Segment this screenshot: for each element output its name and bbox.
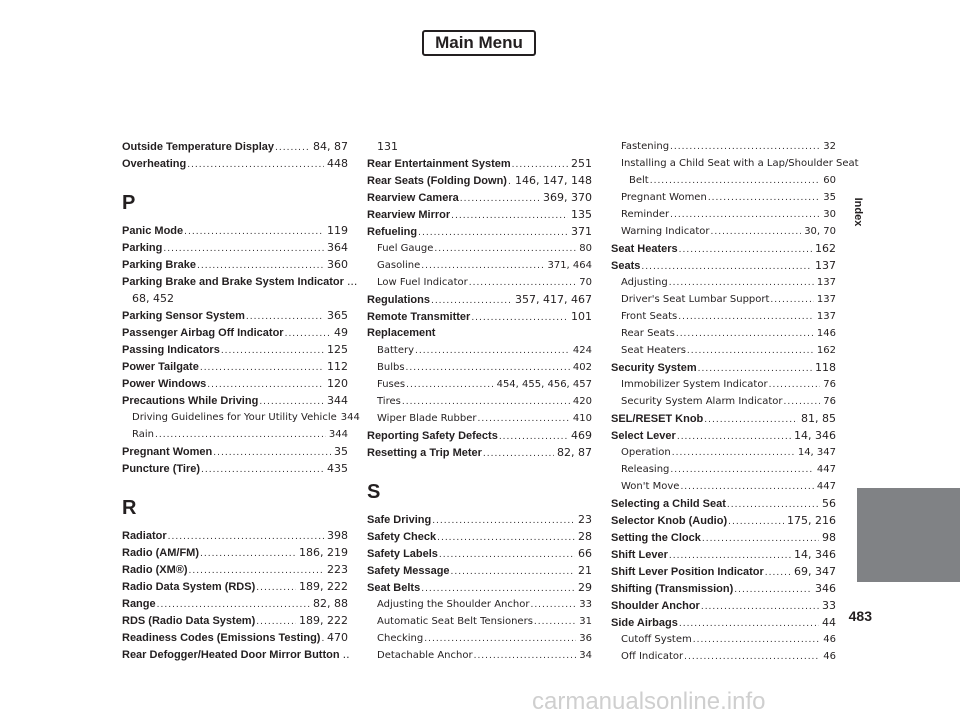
index-entry-label: Off Indicator	[621, 651, 684, 662]
index-entry-pages[interactable]: 346	[815, 582, 836, 595]
index-entry-pages[interactable]: 162	[815, 242, 836, 255]
index-entry-label: Rear Seats (Folding Down)	[367, 175, 507, 187]
index-entry[interactable]	[367, 511, 592, 528]
index-entry[interactable]	[611, 257, 836, 274]
index-entry[interactable]	[367, 545, 592, 562]
index-entry-pages[interactable]: 69, 347	[794, 565, 836, 578]
index-entry-label: Radiator	[122, 530, 167, 542]
index-entry[interactable]	[122, 392, 348, 409]
index-entry-pages[interactable]: 175, 216	[787, 514, 836, 527]
index-entry-label: Safety Check	[367, 531, 437, 543]
index-entry-pages[interactable]: 435	[327, 462, 348, 475]
index-entry[interactable]	[611, 461, 836, 478]
index-entry-label: Safety Message	[367, 565, 450, 577]
index-entry-pages[interactable]: 56	[822, 497, 836, 510]
leader-dots	[434, 240, 576, 258]
index-entry-pages[interactable]: 118	[815, 361, 836, 374]
index-entry-label: Puncture (Tire)	[122, 463, 201, 475]
leader-dots	[784, 393, 821, 411]
index-entry-pages[interactable]: 344	[328, 429, 348, 440]
index-entry-label: Driving Guidelines for Your Utility Vehicle	[132, 412, 337, 423]
index-entry[interactable]	[367, 155, 592, 172]
index-entry-label: Security System Alarm Indicator	[621, 396, 783, 407]
index-entry-pages[interactable]: 146	[816, 328, 836, 339]
index-entry-pages[interactable]: 137	[816, 277, 836, 288]
index-entry-pages[interactable]: 35	[823, 192, 836, 203]
index-entry[interactable]	[611, 478, 836, 495]
index-entry-label: Shift Lever	[611, 549, 668, 561]
index-entry[interactable]	[122, 646, 348, 663]
index-entry-label: Range	[122, 598, 156, 610]
index-entry-label: Detachable Anchor	[377, 650, 473, 661]
index-entry[interactable]	[611, 563, 836, 580]
index-entry-pages[interactable]: 146, 147, 148	[515, 174, 592, 187]
leader-dots	[483, 444, 554, 463]
index-entry-pages[interactable]: 120	[327, 377, 348, 390]
index-entry-pages[interactable]: 82, 87	[557, 446, 592, 459]
index-entry-pages[interactable]: 447	[816, 481, 836, 492]
leader-dots	[710, 223, 801, 241]
index-entry-pages[interactable]: 410	[572, 413, 592, 424]
index-entry[interactable]	[611, 308, 836, 325]
index-entry-label: Adjusting	[621, 277, 668, 288]
index-entry-label: Seat Heaters	[621, 345, 686, 356]
index-entry-pages[interactable]: 365	[327, 309, 348, 322]
index-entry[interactable]	[611, 614, 836, 631]
index-entry[interactable]	[367, 359, 592, 376]
index-entry[interactable]	[611, 172, 836, 189]
index-entry-label: Passenger Airbag Off Indicator	[122, 327, 284, 339]
index-entry-label: Side Airbags	[611, 617, 678, 629]
index-entry-pages[interactable]: 29	[578, 581, 592, 594]
index-entry[interactable]	[367, 325, 592, 342]
index-entry-pages[interactable]: 14, 347	[797, 447, 836, 458]
index-entry-label: Front Seats	[621, 311, 678, 322]
index-entry-label: Safety Labels	[367, 548, 438, 560]
index-entry-label: Radio Data System (RDS)	[122, 581, 256, 593]
index-entry-pages[interactable]: 344	[327, 394, 348, 407]
index-entry-label: Gasoline	[377, 260, 421, 271]
index-entry-continuation-dots: ...	[346, 275, 358, 288]
leader-dots	[693, 631, 821, 649]
index-entry[interactable]	[122, 409, 360, 426]
index-entry-label: Installing a Child Seat with a Lap/Shoulder Seat	[621, 158, 859, 169]
index-entry-pages[interactable]: 84, 87	[313, 140, 348, 153]
index-entry-pages[interactable]: 447	[816, 464, 836, 475]
index-entry-label: RDS (Radio Data System)	[122, 615, 256, 627]
index-entry-label: Wiper Blade Rubber	[377, 413, 477, 424]
index-entry-label: Passing Indicators	[122, 344, 220, 356]
index-entry[interactable]	[367, 579, 592, 596]
index-entry-label: Belt	[629, 175, 649, 186]
index-entry[interactable]	[611, 325, 836, 342]
index-entry[interactable]	[367, 410, 592, 427]
leader-dots	[155, 426, 326, 444]
leader-dots	[424, 630, 576, 648]
index-entry-label: Tires	[377, 396, 401, 407]
leader-dots	[687, 342, 814, 360]
page-number: 483	[848, 608, 872, 624]
index-entry-pages[interactable]: 14, 346	[794, 548, 836, 561]
index-entry-pages[interactable]: 76	[823, 396, 836, 407]
index-entry[interactable]	[367, 291, 592, 308]
index-entry-pages[interactable]: 398	[327, 529, 348, 542]
index-entry[interactable]	[611, 444, 836, 461]
index-entry[interactable]	[122, 290, 348, 307]
index-entry[interactable]	[122, 460, 348, 477]
index-entry-label: Refueling	[367, 226, 418, 238]
index-entry[interactable]	[367, 528, 592, 545]
index-entry[interactable]	[122, 426, 348, 443]
index-entry-pages[interactable]: 82, 88	[313, 597, 348, 610]
leader-dots	[650, 172, 821, 190]
leader-dots	[469, 274, 577, 292]
index-entry[interactable]	[122, 595, 348, 612]
index-entry-label: Fuel Gauge	[377, 243, 434, 254]
index-entry[interactable]	[367, 138, 592, 155]
main-menu-button[interactable]: Main Menu	[422, 30, 536, 56]
index-entry-pages[interactable]: 33	[579, 599, 592, 610]
index-entry-pages[interactable]: 44	[822, 616, 836, 629]
index-entry-label: Parking Brake	[122, 259, 196, 271]
leader-dots	[680, 478, 813, 496]
index-entry-label: Rearview Camera	[367, 192, 459, 204]
index-entry-pages[interactable]: 112	[327, 360, 348, 373]
index-entry-label: Fuses	[377, 379, 406, 390]
leader-dots	[201, 460, 324, 479]
index-entry-pages[interactable]: 371, 464	[547, 260, 592, 271]
index-letter-heading: R	[122, 497, 137, 519]
index-entry-pages[interactable]: 369, 370	[543, 191, 592, 204]
index-entry-label: Outside Temperature Display	[122, 141, 275, 153]
index-entry-pages[interactable]: 30	[823, 209, 836, 220]
index-entry[interactable]	[611, 155, 859, 172]
index-entry-label: Regulations	[367, 294, 430, 306]
index-entry-label: Rain	[132, 429, 154, 440]
index-entry-label: Bulbs	[377, 362, 405, 373]
leader-dots	[676, 325, 814, 343]
index-entry-label: Overheating	[122, 158, 187, 170]
index-entry-label: Adjusting the Shoulder Anchor	[377, 599, 530, 610]
index-entry[interactable]	[122, 324, 348, 341]
index-entry[interactable]	[367, 206, 592, 223]
index-entry-label: Pregnant Women	[621, 192, 707, 203]
index-entry[interactable]	[611, 240, 836, 257]
index-entry[interactable]	[611, 512, 836, 529]
index-entry[interactable]	[122, 544, 348, 561]
index-entry[interactable]	[367, 562, 592, 579]
index-entry[interactable]	[611, 648, 836, 665]
index-entry-pages[interactable]: 81, 85	[801, 412, 836, 425]
index-column-2	[367, 138, 592, 664]
index-entry-label: Checking	[377, 633, 424, 644]
index-entry-pages[interactable]: 357, 417, 467	[515, 293, 592, 306]
index-entry-label: Shift Lever Position Indicator	[611, 566, 764, 578]
index-entry-continuation-dots: ..	[342, 648, 350, 661]
index-entry-pages[interactable]: 32	[823, 141, 836, 152]
index-entry[interactable]	[367, 596, 592, 613]
index-entry[interactable]	[122, 256, 348, 273]
index-entry-label: Fastening	[621, 141, 670, 152]
leader-dots	[256, 612, 296, 631]
index-entry[interactable]	[367, 308, 592, 325]
index-entry-pages[interactable]: 135	[571, 208, 592, 221]
index-entry[interactable]	[611, 376, 836, 393]
index-entry[interactable]	[367, 240, 592, 257]
leader-dots	[321, 629, 324, 648]
index-entry-label: Operation	[621, 447, 671, 458]
index-entry[interactable]	[611, 427, 836, 444]
leader-dots	[670, 206, 820, 224]
index-entry[interactable]	[367, 647, 592, 664]
index-entry-pages[interactable]: 28	[578, 530, 592, 543]
index-entry-pages[interactable]: 119	[327, 224, 348, 237]
index-entry-label: Releasing	[621, 464, 670, 475]
index-entry-label: Power Windows	[122, 378, 207, 390]
index-entry[interactable]	[367, 630, 592, 647]
index-entry-label: Immobilizer System Indicator	[621, 379, 768, 390]
index-entry[interactable]	[611, 393, 836, 410]
index-entry-pages[interactable]: 137	[815, 259, 836, 272]
index-column-1	[122, 138, 360, 663]
index-entry-pages[interactable]: 70	[579, 277, 592, 288]
index-entry-label: Selector Knob (Audio)	[611, 515, 728, 527]
leader-dots	[678, 308, 814, 326]
index-entry-pages[interactable]: 162	[816, 345, 836, 356]
leader-dots	[477, 410, 569, 428]
index-entry[interactable]	[367, 274, 592, 291]
index-entry[interactable]	[122, 561, 348, 578]
leader-dots	[769, 376, 821, 394]
index-entry-label: Reminder	[621, 209, 670, 220]
index-entry[interactable]	[122, 578, 348, 595]
watermark: carmanualsonline.info	[532, 688, 766, 715]
index-entry-pages[interactable]: 189, 222	[299, 580, 348, 593]
index-entry[interactable]	[122, 341, 348, 358]
index-entry-pages[interactable]: 21	[578, 564, 592, 577]
leader-dots	[415, 342, 570, 360]
index-entry-pages[interactable]: 448	[327, 157, 348, 170]
index-entry[interactable]	[367, 172, 592, 189]
index-entry[interactable]	[122, 375, 348, 392]
leader-dots	[474, 647, 577, 665]
index-entry[interactable]	[122, 527, 348, 544]
index-entry-label: Panic Mode	[122, 225, 184, 237]
index-entry-label: Remote Transmitter	[367, 311, 471, 323]
leader-dots	[406, 359, 570, 377]
leader-dots	[197, 256, 324, 275]
index-entry-pages[interactable]: 98	[822, 531, 836, 544]
index-tab-block	[857, 488, 960, 582]
index-entry-pages[interactable]: 49	[334, 326, 348, 339]
index-entry-label: Seat Belts	[367, 582, 421, 594]
index-entry[interactable]	[611, 291, 836, 308]
index-entry-label: Power Tailgate	[122, 361, 199, 373]
index-entry[interactable]	[611, 529, 836, 546]
index-entry-pages[interactable]: 469	[571, 429, 592, 442]
index-entry[interactable]	[367, 223, 592, 240]
index-entry-pages[interactable]: 46	[823, 651, 836, 662]
leader-dots	[670, 461, 814, 479]
leader-dots	[670, 138, 820, 156]
index-letter-heading: S	[367, 481, 381, 503]
index-entry-label: Readiness Codes (Emissions Testing)	[122, 632, 321, 644]
index-entry-pages[interactable]: 76	[823, 379, 836, 390]
index-entry-pages[interactable]: 470	[327, 631, 348, 644]
leader-dots	[406, 376, 493, 394]
leader-dots	[669, 274, 814, 292]
index-entry-label: Rear Seats	[621, 328, 675, 339]
index-entry[interactable]	[122, 273, 358, 290]
index-entry[interactable]	[611, 410, 836, 427]
leader-dots	[530, 596, 576, 614]
index-entry[interactable]	[122, 358, 348, 375]
index-entry[interactable]	[122, 612, 348, 629]
index-entry-label: Select Lever	[611, 430, 676, 442]
index-entry-pages[interactable]: 223	[327, 563, 348, 576]
index-entry[interactable]	[367, 427, 592, 444]
index-entry-label: Rearview Mirror	[367, 209, 451, 221]
index-entry-pages[interactable]: 66	[578, 547, 592, 560]
index-tab-label[interactable]: Index	[852, 197, 864, 227]
index-entry-pages[interactable]: 189, 222	[299, 614, 348, 627]
index-entry-label: Selecting a Child Seat	[611, 498, 726, 510]
index-entry-pages[interactable]: 31	[579, 616, 592, 627]
index-entry-label: Warning Indicator	[621, 226, 710, 237]
index-entry-pages[interactable]: 80	[579, 243, 592, 254]
index-entry-pages[interactable]: 402	[572, 362, 592, 373]
index-entry[interactable]	[367, 444, 592, 461]
index-entry[interactable]	[122, 307, 348, 324]
index-entry-pages[interactable]: 23	[578, 513, 592, 526]
leader-dots	[672, 444, 795, 462]
index-entry[interactable]	[122, 239, 348, 256]
index-entry[interactable]	[122, 443, 348, 460]
index-entry-label: Driver's Seat Lumbar Support	[621, 294, 770, 305]
index-entry-label: Parking Brake and Brake System Indicator	[122, 276, 344, 288]
index-entry-pages[interactable]: 101	[571, 310, 592, 323]
index-entry-pages[interactable]: 360	[327, 258, 348, 271]
index-entry-pages[interactable]: 251	[571, 157, 592, 170]
index-entry-label: SEL/RESET Knob	[611, 413, 704, 425]
index-entry-label: Parking	[122, 242, 163, 254]
index-entry-label: 131	[377, 140, 398, 153]
index-entry-label: Low Fuel Indicator	[377, 277, 468, 288]
index-entry[interactable]	[367, 393, 592, 410]
index-entry[interactable]	[611, 274, 836, 291]
index-entry-pages[interactable]: 454, 455, 456, 457	[496, 379, 592, 390]
index-entry-pages[interactable]: 30, 70	[804, 226, 836, 237]
index-entry[interactable]	[122, 138, 348, 155]
index-entry[interactable]	[122, 629, 348, 646]
leader-dots	[471, 308, 568, 327]
leader-dots	[684, 648, 820, 666]
index-entry-pages[interactable]: 371	[571, 225, 592, 238]
leader-dots	[187, 155, 324, 174]
leader-dots	[421, 257, 544, 275]
index-entry-label: Seats	[611, 260, 641, 272]
index-entry-label: Shifting (Transmission)	[611, 583, 734, 595]
index-entry-label: Shoulder Anchor	[611, 600, 700, 612]
index-entry-pages[interactable]: 46	[823, 634, 836, 645]
index-entry-label: Rear Entertainment System	[367, 158, 511, 170]
index-entry[interactable]	[611, 597, 836, 614]
index-entry[interactable]	[367, 376, 592, 393]
index-entry-pages[interactable]: 186, 219	[299, 546, 348, 559]
index-entry-label: Resetting a Trip Meter	[367, 447, 482, 459]
index-entry[interactable]	[122, 222, 348, 239]
index-entry[interactable]	[611, 342, 836, 359]
index-entry-label: Setting the Clock	[611, 532, 701, 544]
index-entry-pages[interactable]: 137	[816, 294, 836, 305]
index-entry[interactable]	[367, 257, 592, 274]
leader-dots	[402, 393, 570, 411]
index-entry-label: Radio (AM/FM)	[122, 547, 199, 559]
index-entry-pages[interactable]: 35	[334, 445, 348, 458]
index-entry-pages[interactable]: 424	[572, 345, 592, 356]
index-entry-label: Parking Sensor System	[122, 310, 245, 322]
index-entry-pages[interactable]: 33	[822, 599, 836, 612]
index-entry[interactable]	[611, 359, 836, 376]
index-entry-pages[interactable]: 364	[327, 241, 348, 254]
index-entry[interactable]	[611, 546, 836, 563]
index-entry-label: Won't Move	[621, 481, 680, 492]
index-entry[interactable]	[367, 342, 592, 359]
index-entry[interactable]	[611, 138, 836, 155]
index-entry-pages[interactable]: 344	[340, 412, 360, 423]
leader-dots	[708, 189, 820, 207]
index-entry[interactable]	[611, 631, 836, 648]
index-entry-pages[interactable]: 36	[579, 633, 592, 644]
index-entry[interactable]	[367, 189, 592, 206]
index-entry-label: Cutoff System	[621, 634, 692, 645]
index-entry-label: Precautions While Driving	[122, 395, 259, 407]
index-entry[interactable]	[611, 580, 836, 597]
index-entry-pages[interactable]: 14, 346	[794, 429, 836, 442]
index-entry-pages[interactable]: 125	[327, 343, 348, 356]
index-entry-pages[interactable]: 420	[572, 396, 592, 407]
index-entry-label: Battery	[377, 345, 415, 356]
index-entry-label: 68, 452	[132, 292, 174, 305]
index-letter-heading: P	[122, 192, 136, 214]
leader-dots	[534, 613, 576, 631]
index-entry-label: Seat Heaters	[611, 243, 678, 255]
index-entry[interactable]	[611, 189, 836, 206]
index-entry-label: Safe Driving	[367, 514, 432, 526]
index-entry[interactable]	[611, 223, 836, 240]
index-entry-label: Pregnant Women	[122, 446, 213, 458]
index-entry-pages[interactable]: 137	[816, 311, 836, 322]
index-entry[interactable]	[611, 495, 836, 512]
index-entry-label: Rear Defogger/Heated Door Mirror Button	[122, 649, 340, 661]
index-entry-pages[interactable]: 60	[823, 175, 836, 186]
index-entry[interactable]	[367, 613, 592, 630]
index-entry-label: Security System	[611, 362, 697, 374]
index-entry-label: Radio (XM®)	[122, 564, 188, 576]
index-entry-pages[interactable]: 34	[579, 650, 592, 661]
index-entry-label: Automatic Seat Belt Tensioners	[377, 616, 533, 627]
leader-dots	[770, 291, 813, 309]
index-entry[interactable]	[122, 155, 348, 172]
index-entry-label: Reporting Safety Defects	[367, 430, 498, 442]
index-entry-label: Replacement	[367, 327, 436, 339]
index-entry[interactable]	[611, 206, 836, 223]
